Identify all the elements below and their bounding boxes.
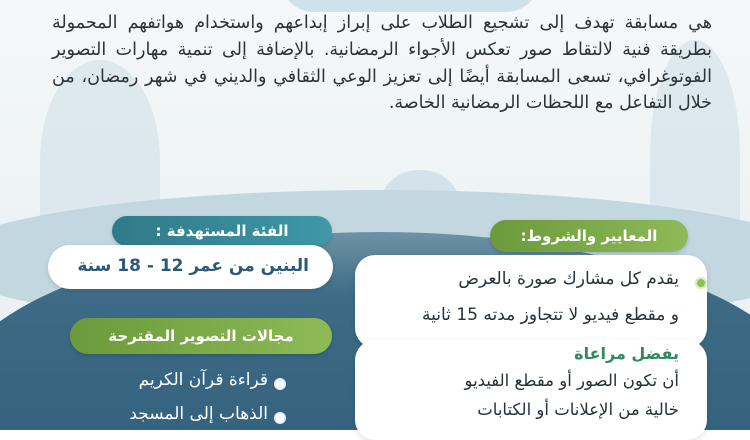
photography-fields-heading-text: مجالات التصوير المقترحة bbox=[108, 327, 294, 345]
target-audience-heading-text: الفئة المستهدفة : bbox=[155, 222, 289, 240]
criteria-box bbox=[355, 255, 707, 348]
criteria-bullet bbox=[695, 277, 707, 289]
field-item-1-bullet bbox=[274, 378, 286, 390]
field-item-2: الذهاب إلى المسجد bbox=[129, 404, 268, 424]
intro-paragraph: هي مسابقة تهدف إلى تشجيع الطلاب على إبراز إبداعهم واستخدام هواتفهم المحمولة بطريقة فنية لالتقاط صور تعكس الأجواء الرمضانية. بالإضافة إلى تنمية مهارات التصوير الفوتوغرافي، تسعى المسابقة أيضًا إلى تعزيز الوعي الثقافي والديني في شهر رمضان، من خلال التفاعل مع اللحظات الرمضانية الخاصة. bbox=[52, 13, 712, 114]
target-audience-box bbox=[48, 245, 333, 289]
preferred-line-2: خالية من الإعلانات أو الكتابات bbox=[477, 400, 679, 419]
criteria-heading bbox=[490, 220, 688, 252]
preferred-box bbox=[355, 340, 707, 440]
preferred-line-1: أن تكون الصور أو مقطع الفيديو bbox=[464, 371, 679, 390]
field-item-2-bullet bbox=[274, 412, 286, 424]
criteria-heading-text: المعايير والشروط: bbox=[520, 227, 658, 245]
target-audience-value: البنين من عمر 12 - 18 سنة bbox=[77, 256, 309, 276]
photography-fields-heading bbox=[70, 318, 332, 354]
criteria-line-2: و مقطع فيديو لا تتجاوز مدته 15 ثانية bbox=[422, 305, 679, 325]
criteria-line-1: يقدم كل مشارك صورة بالعرض bbox=[458, 269, 679, 289]
preferred-heading: يفضل مراعاة bbox=[574, 344, 679, 363]
field-item-1: قراءة قرآن الكريم bbox=[138, 370, 268, 390]
target-audience-heading bbox=[112, 216, 332, 246]
